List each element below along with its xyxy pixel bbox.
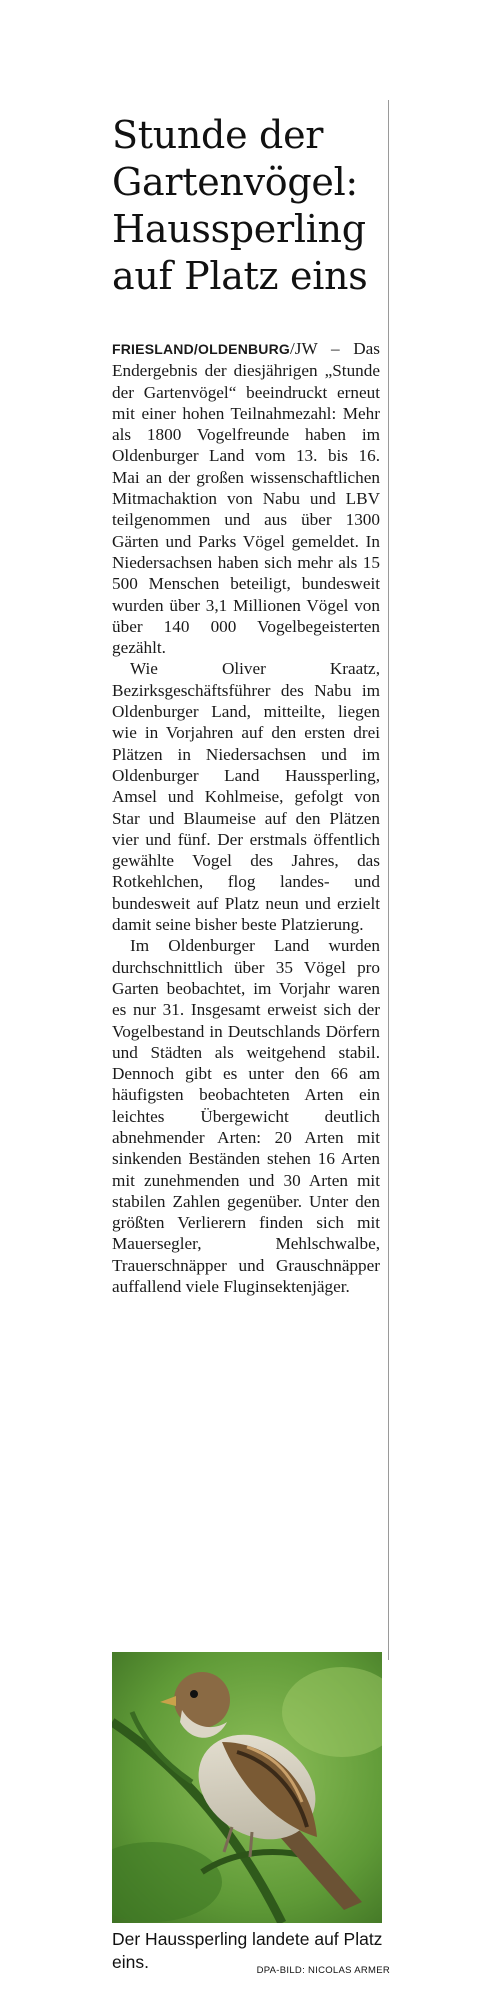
photo-caption: [112, 1928, 390, 1982]
sparrow-photo: [112, 1652, 382, 1923]
byline: /JW –: [290, 339, 354, 358]
caption-text: Der Haussperling landete auf Platz eins.: [112, 1929, 383, 1972]
paragraph-2: Wie Oliver Kraatz, Bezirksgeschäftsführer des Nabu im Oldenburger Land, mitteilte, liegen wie in Vorjahren auf den ersten drei Plätzen in Niedersachsen und im Oldenburger Land Haussperling, Amsel und Kohlmeise, gefolgt von Star und Blaumeise auf den Plätzen vier und fünf. Der erstmals öffentlich gewählte Vogel des Jahres, das Rotkehlchen, flog landes- und bundesweit auf Platz neun und erzielt damit seine bisher beste Platzierung.: [112, 659, 380, 935]
headline: Stunde der Gartenvögel: Haussperling auf Platz eins: [112, 113, 368, 298]
column-rule: [388, 100, 389, 1660]
photo-credit: DPA-BILD: NICOLAS ARMER: [256, 1965, 390, 1976]
article: [112, 112, 380, 1297]
article-body: [112, 338, 380, 1297]
dateline: FRIESLAND/OLDENBURG: [112, 341, 291, 357]
paragraph-1: [112, 338, 380, 658]
sparrow-eye: [190, 1690, 198, 1698]
paragraph-3: Im Oldenburger Land wurden durchschnittlich über 35 Vögel pro Garten beobachtet, im Vorjahr waren es nur 31. Insgesamt erweist sich der Vogelbestand in Deutschlands Dörfern und Städten als weitgehend stabil. Dennoch gibt es unter den 66 am häufigsten beobachteten Arten ein leichtes Übergewicht deutlich abnehmender Arten: 20 Arten mit sinkenden Beständen stehen 16 Arten mit zunehmenden und 30 Arten mit stabilen Zahlen gegenüber. Unter den größten Verlierern finden sich mit Mauersegler, Mehlschwalbe, Trauerschnäpper und Grauschnäpper auffallend viele Fluginsektenjäger.: [112, 936, 380, 1297]
sparrow-image: [112, 1652, 382, 1923]
paragraph-1-text: Das Endergebnis der diesjährigen „Stunde der Gartenvögel“ beeindruckt erneut mit einer hohen Teilnahmezahl: Mehr als 1800 Vogelfreunde haben im Oldenburger Land vom 13. bis 16. Mai an der großen wissenschaftlichen Mitmachaktion von Nabu und LBV teilgenommen und aus über 1300 Gärten und Parks Vögel gemeldet. In Niedersachsen haben sich mehr als 15 500 Menschen beteiligt, bundesweit wurden über 3,1 Millionen Vögel von über 140 000 Vogelbegeisterten gezählt.: [112, 339, 380, 658]
